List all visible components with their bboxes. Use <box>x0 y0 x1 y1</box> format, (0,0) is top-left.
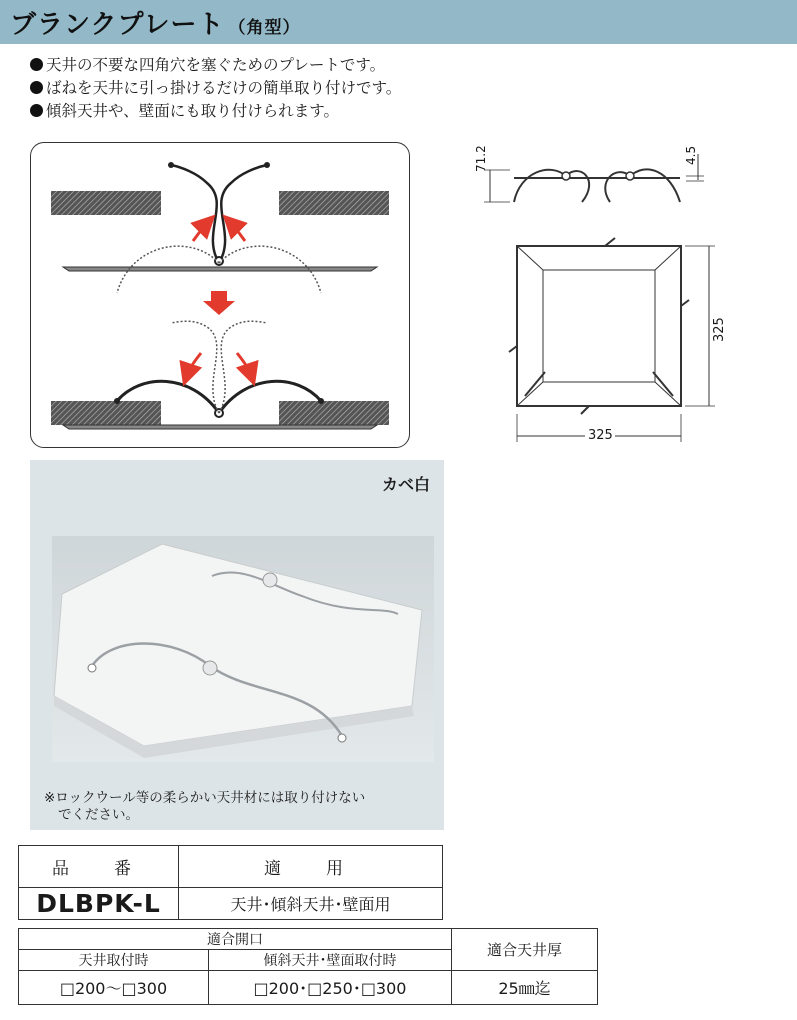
slope-value: □200･□250･□300 <box>209 971 452 1005</box>
feature-item: 傾斜天井や、壁面にも取り付けられます。 <box>30 100 401 123</box>
bullet-icon <box>30 58 43 71</box>
dim-thickness: 4.5 <box>684 145 698 165</box>
ceiling-header: 天井取付時 <box>19 950 209 971</box>
top-view-drawing <box>505 236 725 446</box>
ceiling-block-left <box>51 191 161 215</box>
installation-illustration <box>31 143 411 449</box>
col-use-header: 適 用 <box>179 846 443 888</box>
feature-list <box>30 54 401 123</box>
product-photo <box>52 536 434 762</box>
dim-width: 325 <box>588 428 613 443</box>
opening-table <box>18 928 598 1005</box>
slope-header: 傾斜天井･壁面取付時 <box>209 950 452 971</box>
product-table <box>18 845 443 920</box>
dim-height: 325 <box>712 317 727 342</box>
title-main: ブランクプレート <box>10 10 225 40</box>
bullet-icon <box>30 81 43 94</box>
thickness-value: 25㎜迄 <box>452 971 598 1005</box>
use-value: 天井･傾斜天井･壁面用 <box>179 888 443 920</box>
caution-note: ※ロックウール等の柔らかい天井材には取り付けない でください。 <box>44 790 366 823</box>
side-view-drawing <box>470 140 710 210</box>
plate-top <box>63 267 377 271</box>
product-photo-panel <box>30 460 444 830</box>
bullet-icon <box>30 104 43 117</box>
title-bar <box>0 0 797 44</box>
dim-side-height: 71.2 <box>474 145 488 172</box>
installation-diagram <box>30 142 410 448</box>
col-model-header: 品 番 <box>19 846 179 888</box>
ceiling-value: □200～□300 <box>19 971 209 1005</box>
thickness-header: 適合天井厚 <box>452 929 598 971</box>
model-number: DLBPK-L <box>19 888 179 920</box>
blank-plate-image <box>52 536 434 762</box>
down-arrow-icon <box>203 291 235 315</box>
ceiling-block-right <box>279 191 389 215</box>
ceiling-block-left-2 <box>51 401 161 425</box>
feature-item: 天井の不要な四角穴を塞ぐためのプレートです。 <box>30 54 401 77</box>
title-sub: （角型） <box>228 18 301 38</box>
color-label: カベ白 <box>381 475 430 494</box>
page-title <box>10 4 300 41</box>
opening-group-header: 適合開口 <box>19 929 452 950</box>
ceiling-block-right-2 <box>279 401 389 425</box>
feature-item: ばねを天井に引っ掛けるだけの簡単取り付けです。 <box>30 77 401 100</box>
